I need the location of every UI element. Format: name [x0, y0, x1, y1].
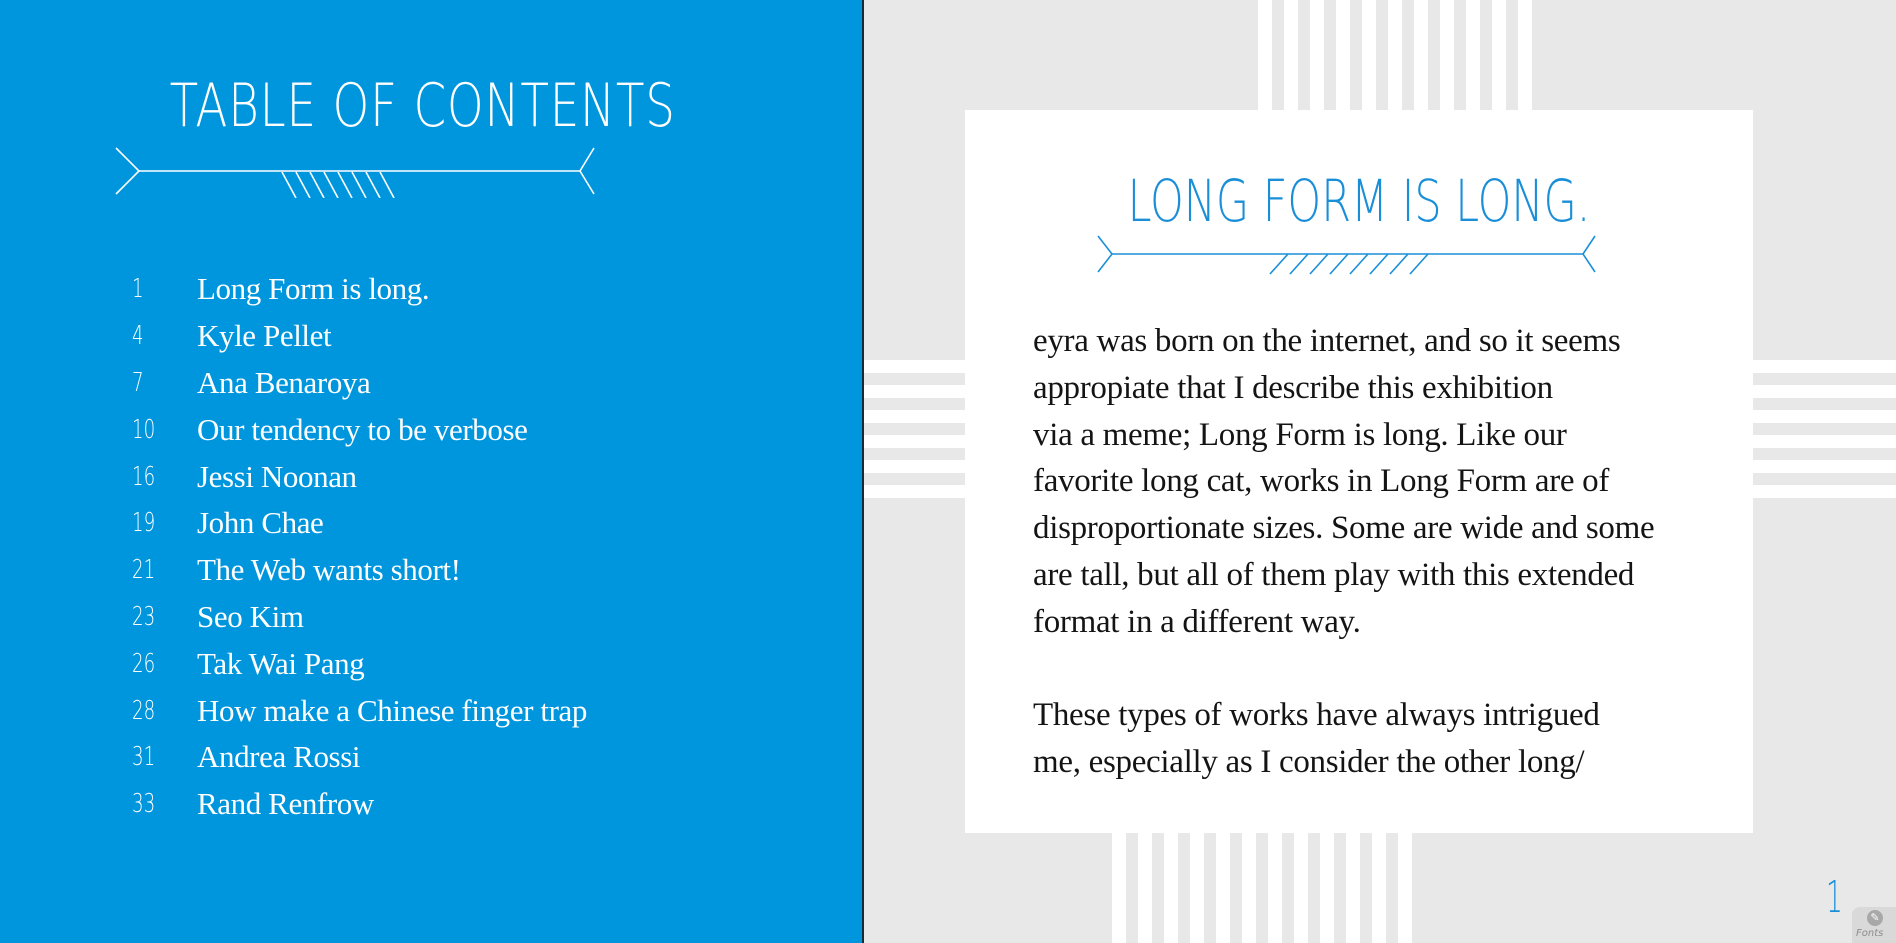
- arrow-divider-icon: [112, 142, 602, 198]
- stripe: [1336, 0, 1350, 110]
- stripe: [1294, 833, 1308, 943]
- toc-page-number: 21: [132, 555, 156, 586]
- stripe: [1242, 833, 1256, 943]
- toc-label: John Chae: [197, 505, 324, 541]
- toc-label: The Web wants short!: [197, 552, 461, 588]
- stripe: [1362, 0, 1376, 110]
- toc-item[interactable]: [132, 594, 587, 641]
- toc-page-number: 7: [132, 367, 144, 398]
- article-body: [1033, 318, 1703, 833]
- stripe: [864, 360, 965, 373]
- toc-item[interactable]: [132, 453, 587, 500]
- article-title: LONG FORM IS LONG.: [1127, 167, 1591, 235]
- toc-label: Our tendency to be verbose: [197, 411, 528, 447]
- toc-page-number: 26: [132, 648, 156, 679]
- toc-item[interactable]: [132, 781, 587, 828]
- toc-label: Kyle Pellet: [197, 318, 332, 354]
- left-page: [0, 0, 862, 943]
- toc-label: Jessi Noonan: [197, 458, 357, 494]
- stripe: [864, 410, 965, 423]
- feedback-icon: ✎: [1867, 910, 1883, 926]
- stripe: [1753, 435, 1896, 448]
- toc-page-number: 1: [132, 274, 144, 305]
- toc-label: Ana Benaroya: [197, 364, 371, 400]
- toc-page-number: 19: [132, 508, 156, 539]
- stripe: [1753, 460, 1896, 473]
- stripe: [1320, 833, 1334, 943]
- toc-page-number: 4: [132, 321, 144, 352]
- stripe: [1138, 833, 1152, 943]
- toc-page-number: 23: [132, 601, 156, 632]
- stripe: [1466, 0, 1480, 110]
- stripe: [1753, 410, 1896, 423]
- stripe: [1284, 0, 1298, 110]
- toc-page-number: 16: [132, 461, 156, 492]
- stripe: [1190, 833, 1204, 943]
- stripe: [1753, 385, 1896, 398]
- toc-label: How make a Chinese finger trap: [197, 692, 588, 728]
- toc-item[interactable]: [132, 266, 587, 313]
- toc-item[interactable]: [132, 360, 587, 407]
- badge-label: Fonts: [1856, 928, 1884, 939]
- stripe: [1414, 0, 1428, 110]
- stripe: [864, 385, 965, 398]
- toc-item[interactable]: [132, 313, 587, 360]
- stripe: [1492, 0, 1506, 110]
- stripe: [1753, 360, 1896, 373]
- toc-title: TABLE OF CONTENTS: [169, 71, 676, 141]
- toc-page-number: 28: [132, 695, 156, 726]
- toc-item[interactable]: [132, 500, 587, 547]
- stripe: [1346, 833, 1360, 943]
- toc-page-number: 33: [132, 789, 156, 820]
- stripe: [1310, 0, 1324, 110]
- stripe: [1388, 0, 1402, 110]
- stripe: [864, 460, 965, 473]
- toc-label: Andrea Rossi: [197, 739, 361, 775]
- stripe: [1216, 833, 1230, 943]
- page-number: 1: [1826, 872, 1843, 923]
- toc-item[interactable]: [132, 406, 587, 453]
- toc-page-number: 10: [132, 414, 156, 445]
- paragraph: These types of works have always intrigued me, especially as I consider the other long/: [1033, 697, 1600, 781]
- toc-page-number: 31: [132, 742, 156, 773]
- toc-label: Seo Kim: [197, 598, 304, 634]
- toc-item[interactable]: [132, 640, 587, 687]
- stripe: [1112, 833, 1126, 943]
- toc-item[interactable]: [132, 734, 587, 781]
- toc-label: Tak Wai Pang: [197, 645, 365, 681]
- toc-item[interactable]: [132, 687, 587, 734]
- toc-item[interactable]: [132, 547, 587, 594]
- stripe: [1753, 485, 1896, 498]
- toc-label: Rand Renfrow: [197, 786, 374, 822]
- fonts-badge[interactable]: [1852, 907, 1896, 943]
- stripe: [1258, 0, 1272, 110]
- stripe: [864, 435, 965, 448]
- paragraph: eyra was born on the internet, and so it seems appropiate that I describe this exhibition via a meme; Long Form is long. Like our favorite long cat, works in Long Form are of disproportionate sizes. Some are wide and some are tall, but all of them play with this extended format in a different way.: [1033, 323, 1655, 640]
- toc-label: Long Form is long.: [197, 271, 430, 307]
- stripe: [1268, 833, 1282, 943]
- stripe: [1398, 833, 1412, 943]
- stripe: [1518, 0, 1532, 110]
- toc-list: [132, 266, 587, 828]
- stripe: [1164, 833, 1178, 943]
- stripe: [1372, 833, 1386, 943]
- stripe: [1440, 0, 1454, 110]
- arrow-divider-icon: [1095, 230, 1600, 278]
- stripe: [864, 485, 965, 498]
